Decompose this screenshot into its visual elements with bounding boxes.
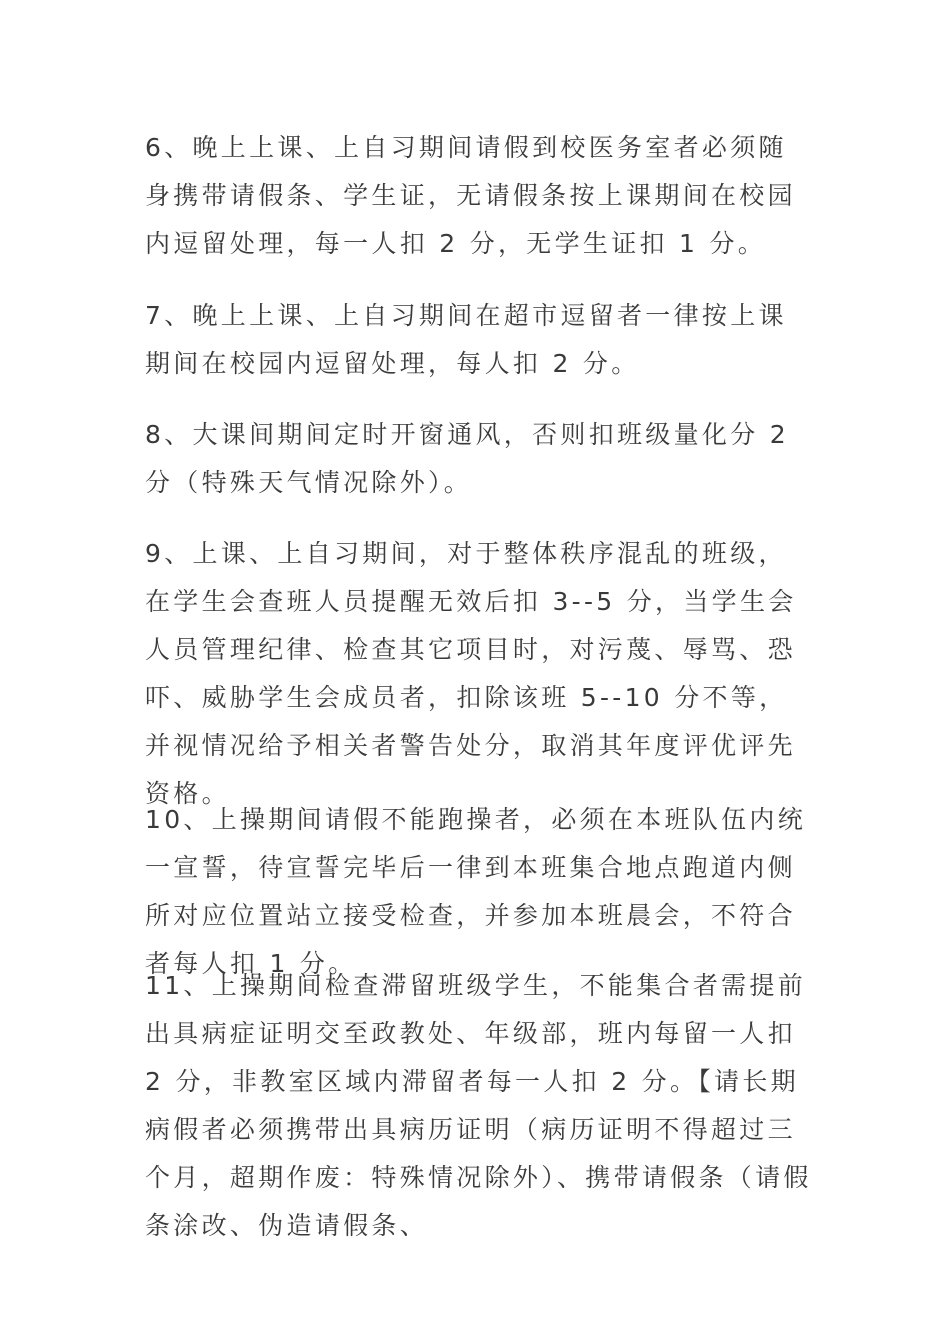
rule-paragraph-7: 7、晚上上课、上自习期间在超市逗留者一律按上课期间在校园内逗留处理，每人扣 2 分。 xyxy=(145,301,787,378)
rule-paragraph-8: 8、大课间期间定时开窗通风，否则扣班级量化分 2分（特殊天气情况除外）。 xyxy=(145,420,789,497)
rule-paragraph-10: 10、上操期间请假不能跑操者，必须在本班队伍内统一宣誓，待宣誓完毕后一律到本班集合地点跑道内侧所对应位置站立接受检查，并参加本班晨会，不符合者每人扣 1 分。 xyxy=(145,805,807,978)
rule-paragraph-6: 6、晚上上课、上自习期间请假到校医务室者必须随身携带请假条、学生证，无请假条按上课期间在校园内逗留处理，每一人扣 2 分，无学生证扣 1 分。 xyxy=(145,133,796,258)
rule-paragraph-9: 9、上课、上自习期间，对于整体秩序混乱的班级，在学生会查班人员提醒无效后扣 3--5 分，当学生会人员管理纪律、检查其它项目时，对污蔑、辱骂、恐吓、威胁学生会成员者，扣除该班 5--10 分不等，并视情况给予相关者警告处分，取消其年度评优评先资格。 xyxy=(145,539,797,808)
rule-paragraph-11: 11、上操期间检查滞留班级学生，不能集合者需提前出具病症证明交至政教处、年级部，班内每留一人扣2 分，非教室区域内滞留者每一人扣 2 分。【请长期病假者必须携带出具病历证明（病历证明不得超过三个月，超期作废：特殊情况除外）、携带请假条（请假条涂改、伪造请假条、 xyxy=(145,971,812,1240)
